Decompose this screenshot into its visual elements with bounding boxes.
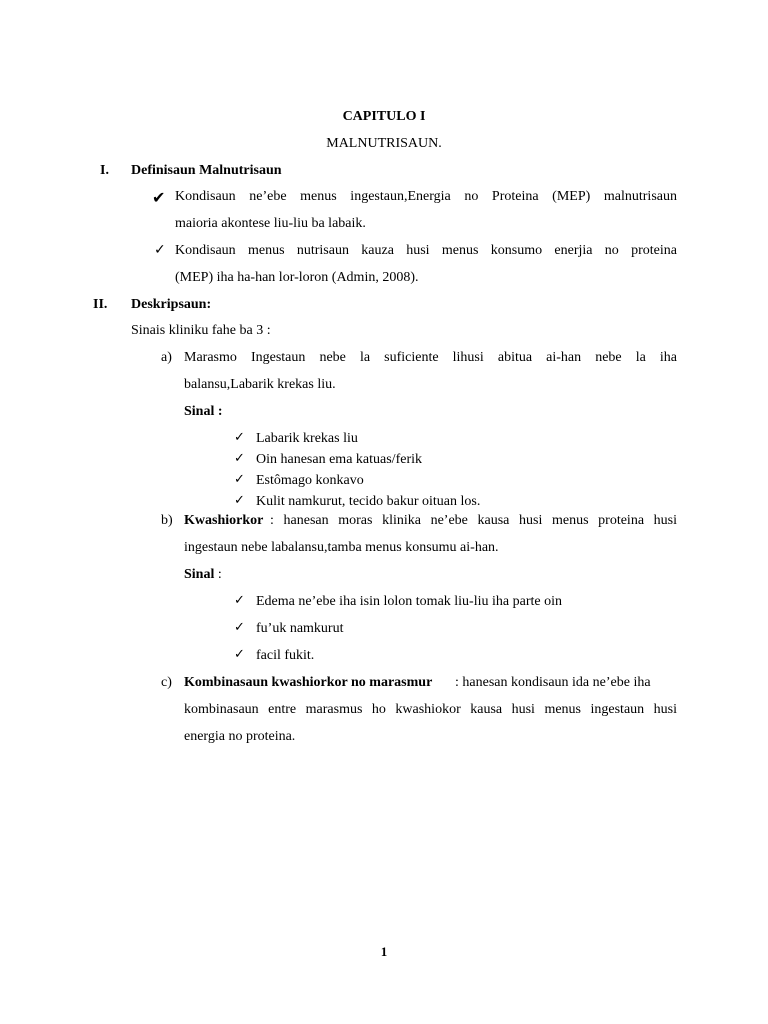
item-a-marker: a) (161, 350, 172, 365)
item-a-sinal-label: Sinal : (184, 404, 223, 419)
item-b-line-2: ingestaun nebe labalansu,tamba menus konsumu ai-han. (184, 540, 499, 555)
section-1-bullet-1-line-2: maioria akontese liu-liu ba labaik. (175, 216, 366, 231)
section-1-heading: Definisaun Malnutrisaun (131, 163, 282, 178)
item-a-sign-3: Estômago konkavo (256, 473, 364, 488)
item-b-term: Kwashiorkor (184, 513, 264, 528)
checkmark-icon: ✓ (234, 472, 245, 487)
checkmark-icon: ✓ (234, 593, 245, 608)
item-c-marker: c) (161, 675, 172, 690)
item-b-line-1: : hanesan moras klinika ne’ebe kausa husi menus proteina husi (270, 513, 677, 528)
section-1-bullet-2-line-2: (MEP) iha ha-han lor-loron (Admin, 2008). (175, 270, 419, 285)
item-b-sign-3: facil fukit. (256, 648, 315, 663)
section-2-heading: Deskripsaun: (131, 297, 212, 312)
checkmark-icon: ✓ (234, 647, 245, 662)
section-2-intro: Sinais kliniku fahe ba 3 : (131, 323, 271, 338)
checkmark-icon: ✓ (234, 430, 245, 445)
item-c-line-1: : hanesan kondisaun ida ne’ebe iha (455, 675, 651, 690)
checkmark-icon: ✓ (234, 493, 245, 508)
item-c-line-2: kombinasaun entre marasmus ho kwashiokor kausa husi menus ingestaun husi (184, 702, 677, 717)
checkmark-icon: ✓ (154, 242, 166, 258)
checkmark-icon: ✓ (234, 620, 245, 635)
section-2-number: II. (93, 297, 108, 312)
item-b-sign-1: Edema ne’ebe iha isin lolon tomak liu-liu iha parte oin (256, 594, 562, 609)
section-1-bullet-1-line-1: Kondisaun ne’ebe menus ingestaun,Energia no Proteina (MEP) malnutrisaun (175, 189, 677, 204)
section-1-bullet-2-line-1: Kondisaun menus nutrisaun kauza husi menus konsumo enerjia no proteina (175, 243, 677, 258)
item-a-sign-1: Labarik krekas liu (256, 431, 358, 446)
checkmark-icon: ✓ (234, 451, 245, 466)
checkmark-icon: ✔ (152, 188, 166, 207)
item-a-sign-2: Oin hanesan ema katuas/ferik (256, 452, 422, 467)
page-number: 1 (380, 944, 388, 959)
chapter-subtitle: MALNUTRISAUN. (326, 136, 442, 151)
item-c-term: Kombinasaun kwashiorkor no marasmur (184, 675, 433, 690)
item-b-sinal-word: Sinal (184, 567, 215, 582)
section-1-number: I. (100, 163, 109, 178)
item-b-sinal-label (184, 567, 222, 583)
item-a-sign-4: Kulit namkurut, tecido bakur oituan los. (256, 494, 481, 509)
item-b-marker: b) (161, 513, 173, 528)
chapter-title: CAPITULO I (342, 109, 426, 124)
item-b-sign-2: fu’uk namkurut (256, 621, 344, 636)
item-a-line-2: balansu,Labarik krekas liu. (184, 377, 336, 392)
item-b-sinal-colon: : (214, 567, 222, 582)
item-c-line-3: energia no proteina. (184, 729, 296, 744)
item-a-line-1: Marasmo Ingestaun nebe la suficiente lihusi abitua ai-han nebe la iha (184, 350, 677, 365)
